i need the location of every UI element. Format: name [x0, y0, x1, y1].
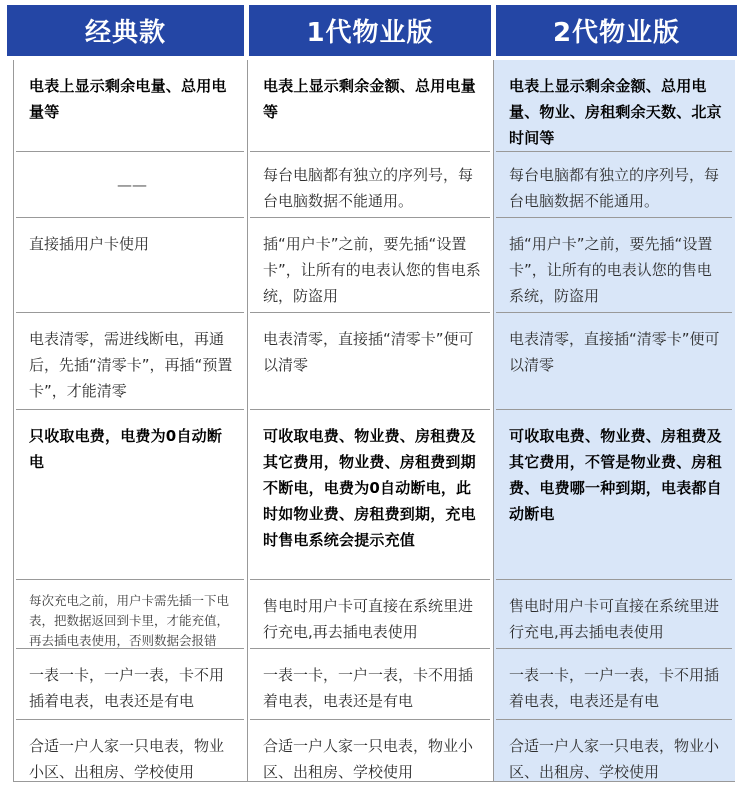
table-cell: 只收取电费，电费为0自动断电 — [13, 410, 247, 580]
comparison-table — [13, 5, 735, 782]
table-cell: 电表上显示剩余电量、总用电量等 — [13, 60, 247, 152]
column-header-gen2: 2代物业版 — [496, 5, 737, 56]
table-cell: 电表上显示剩余金额、总用电量等 — [247, 60, 493, 152]
table-cell: 合适一户人家一只电表，物业小区、出租房、学校使用 — [263, 737, 474, 781]
table-cell: 可收取电费、物业费、房租费及其它费用，物业费、房租费到期不断电，电费为0自动断电，此时如物业费、房租费到期，充电时售电系统会提示充值 — [247, 410, 493, 580]
table-cell: 一表一卡，一户一表，卡不用插着电表，电表还是有电 — [493, 649, 735, 720]
table-cell: 每次充电之前，用户卡需先插一下电表，把数据返回到卡里，才能充值，再去插电表使用，否则数据会报错 — [13, 580, 247, 649]
table-cell: 一表一卡，一户一表，卡不用插着电表，电表还是有电 — [247, 649, 493, 720]
column-header-classic: 经典款 — [7, 5, 244, 56]
column-divider-1 — [247, 60, 248, 782]
table-cell: 合适一户人家一只电表，物业小区、出租房、学校使用 — [29, 737, 225, 781]
column-header-gen1: 1代物业版 — [249, 5, 491, 56]
table-cell-dash: —— — [13, 152, 247, 218]
table-cell: 售电时用户卡可直接在系统里进行充电,再去插电表使用 — [247, 580, 493, 649]
table-left-border — [13, 60, 14, 782]
table-cell: 每台电脑都有独立的序列号，每台电脑数据不能通用。 — [493, 152, 735, 218]
table-cell: 电表上显示剩余金额、总用电量、物业、房租剩余天数、北京时间等 — [493, 60, 735, 152]
column-divider-2 — [493, 60, 494, 782]
table-cell: 插“用户卡”之前，要先插“设置卡”，让所有的电表认您的售电系统，防盗用 — [247, 218, 493, 313]
table-cell: 可收取电费、物业费、房租费及其它费用，不管是物业费、房租费、电费哪一种到期，电表都自动断电 — [493, 410, 735, 580]
table-cell: 插“用户卡”之前，要先插“设置卡”，让所有的电表认您的售电系统，防盗用 — [493, 218, 735, 313]
table-cell: 电表清零，直接插“清零卡”便可以清零 — [493, 313, 735, 410]
table-cell: 每台电脑都有独立的序列号，每台电脑数据不能通用。 — [247, 152, 493, 218]
table-cell: 电表清零，需进线断电，再通后，先插“清零卡”，再插“预置卡”，才能清零 — [13, 313, 247, 410]
table-cell: 电表清零，直接插“清零卡”便可以清零 — [247, 313, 493, 410]
table-bottom-border — [13, 781, 735, 782]
table-cell: 直接插用户卡使用 — [13, 218, 247, 313]
table-cell: 一表一卡，一户一表，卡不用插着电表，电表还是有电 — [13, 649, 247, 720]
table-cell: 售电时用户卡可直接在系统里进行充电,再去插电表使用 — [493, 580, 735, 649]
table-cell: 合适一户人家一只电表，物业小区、出租房、学校使用 — [493, 720, 735, 782]
